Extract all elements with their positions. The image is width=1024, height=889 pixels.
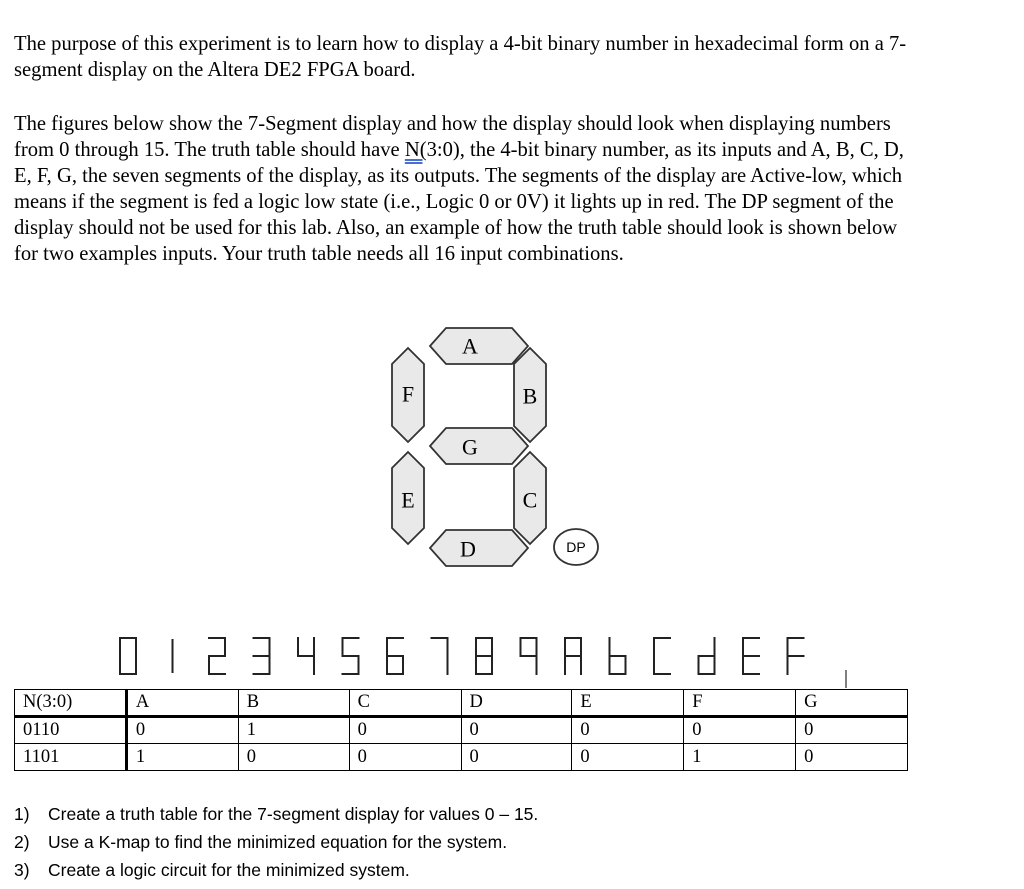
segment-g-label: G <box>462 434 478 460</box>
header-f: F <box>684 690 796 717</box>
task-item <box>14 828 538 856</box>
hex-digit-7 <box>432 638 448 674</box>
hex-digit-A <box>565 638 581 674</box>
hex-digit-E <box>743 638 759 674</box>
header-e: E <box>572 690 684 717</box>
table-cell: 0 <box>461 744 572 771</box>
hex-digit-0 <box>120 638 136 674</box>
hex-digit-6 <box>387 638 403 674</box>
hex-digit-b <box>610 638 626 674</box>
task-text: Create a truth table for the 7-segment display for values 0 – 15. <box>48 804 539 824</box>
intro-p2-underlined: N( <box>404 139 427 161</box>
segment-a-shape <box>430 328 528 364</box>
table-row <box>15 744 908 771</box>
hex-digit-5 <box>343 638 359 674</box>
task-item <box>14 800 538 828</box>
table-cell: 0 <box>572 717 684 744</box>
hex-digit-4 <box>298 638 314 674</box>
hex-digit-F <box>788 638 804 674</box>
table-cell: 0 <box>349 717 461 744</box>
table-cell: 0 <box>126 717 238 744</box>
hex-digit-8 <box>476 638 492 674</box>
header-c: C <box>349 690 461 717</box>
task-list <box>14 800 538 884</box>
segment-g-shape <box>430 428 528 464</box>
task-item <box>14 856 538 884</box>
task-number: 1) <box>14 804 30 824</box>
intro-p2-after: 3:0), the 4-bit binary number, as its inputs and A, B, C, D, E, F, G, the seven segments of the display, as its outputs. The segments of the display are Active-low, which means if the segment is fed a logic low state (i.e., Logic 0 or 0V) it lights up in red. The DP segment of the display should not be used for this lab. Also, an example of how the truth table should look is shown below for two examples inputs. Your truth table needs all 16 input combinations. <box>14 139 904 265</box>
segment-b-label: B <box>522 383 538 409</box>
table-cell: 1 <box>684 744 796 771</box>
truth-table-example <box>14 689 908 771</box>
task-text: Use a K-map to find the minimized equation for the system. <box>48 832 508 852</box>
task-text: Create a logic circuit for the minimized system. <box>48 860 410 880</box>
hex-digit-2 <box>209 638 225 674</box>
table-cell: 0 <box>461 717 572 744</box>
table-cell: 0110 <box>15 717 127 744</box>
header-d: D <box>461 690 572 717</box>
task-number: 2) <box>14 832 30 852</box>
hex-digit-C <box>654 638 670 674</box>
hex-digit-row <box>112 630 852 690</box>
task-number: 3) <box>14 860 30 880</box>
segment-d-label: D <box>460 536 476 562</box>
table-cell: 0 <box>572 744 684 771</box>
table-row <box>15 717 908 744</box>
segment-dp-label: DP <box>566 539 586 555</box>
header-a: A <box>126 690 238 717</box>
seven-segment-diagram <box>386 318 618 578</box>
segment-d-shape <box>430 530 528 566</box>
segment-f-label: F <box>401 381 415 407</box>
table-cell: 1 <box>238 717 349 744</box>
segment-a-label: A <box>462 333 478 359</box>
intro-paragraph-1: The purpose of this experiment is to learn how to display a 4-bit binary number in hexadecimal form on a 7-segment display on the Altera DE2 FPGA board. <box>14 33 907 81</box>
hex-digit-3 <box>254 638 270 674</box>
table-header-row <box>15 690 908 717</box>
header-n30: N(3:0) <box>15 690 127 717</box>
intro-p2-before: The figures below show the 7-Segment display and how the display should look when displaying numbers from 0 through 15. The truth table should have <box>14 113 891 161</box>
segment-e-label: E <box>401 487 415 513</box>
table-cell: 0 <box>796 717 908 744</box>
intro-paragraph-2 <box>14 111 914 267</box>
hex-digit-9 <box>521 638 537 674</box>
table-cell: 0 <box>349 744 461 771</box>
table-cell: 1 <box>126 744 238 771</box>
table-cell: 1101 <box>15 744 127 771</box>
header-g: G <box>796 690 908 717</box>
header-b: B <box>238 690 349 717</box>
hex-digit-d <box>699 638 715 674</box>
table-cell: 0 <box>684 717 796 744</box>
table-cell: 0 <box>238 744 349 771</box>
table-cell: 0 <box>796 744 908 771</box>
segment-c-label: C <box>522 487 538 513</box>
